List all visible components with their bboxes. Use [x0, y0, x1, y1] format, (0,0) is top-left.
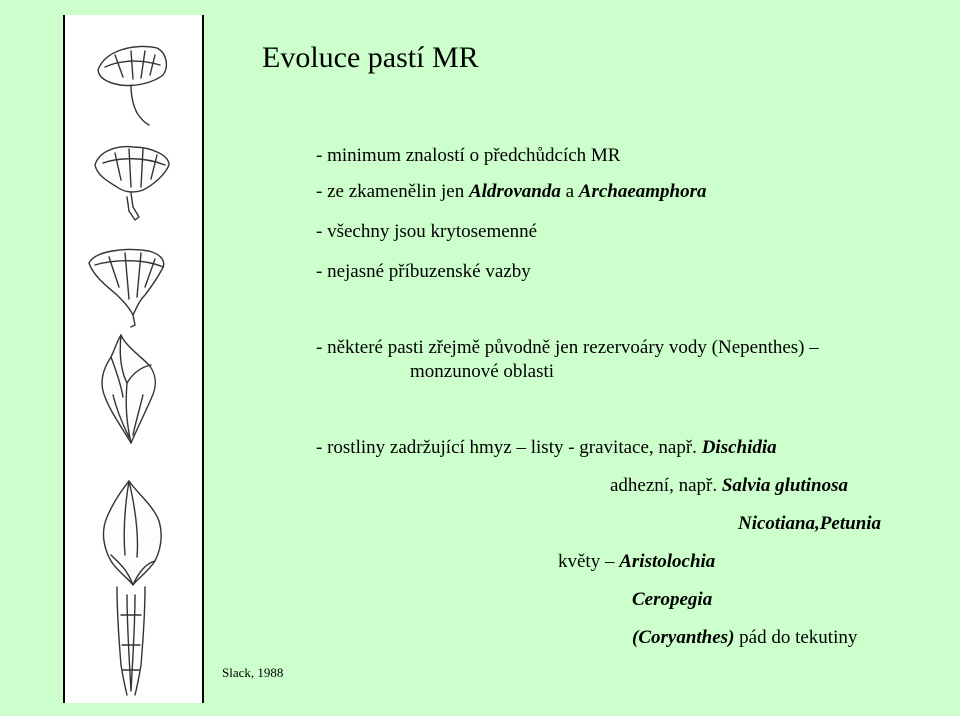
bullet-adhesive — [610, 474, 848, 498]
genus-dischidia: Dischidia — [701, 437, 777, 458]
bullet-flowers — [558, 550, 715, 574]
leaf-stage-2-icon — [95, 147, 169, 220]
bullet-insect-retaining — [316, 436, 777, 460]
bullet-relations: - nejasné příbuzenské vazby — [316, 261, 531, 282]
genus-archaeamphora: Archaeamphora — [578, 181, 707, 202]
bullet-coryanthes-text: pád do tekutiny — [734, 627, 858, 648]
genus-salvia: Salvia glutinosa — [721, 475, 849, 496]
genus-aldrovanda: Aldrovanda — [468, 181, 561, 202]
bullet-fossils — [316, 180, 707, 204]
bullet-insect-text: - rostliny zadržující hmyz – listy - gravitace, např. — [316, 437, 702, 458]
genus-ceropegia: Ceropegia — [632, 589, 713, 610]
bullet-flowers-text: květy – — [558, 551, 620, 572]
bullet-fossils-text: - ze zkamenělin jen — [316, 181, 469, 202]
figure-credit: Slack, 1988 — [222, 665, 284, 680]
bullet-adhesive-text: adhezní, např. — [610, 475, 722, 496]
genus-nicotiana-petunia: Nicotiana,Petunia — [738, 513, 882, 534]
leaf-stage-5-icon — [104, 481, 162, 695]
pitcher-evolution-drawings — [65, 15, 202, 703]
leaf-stage-4-icon — [102, 335, 155, 443]
figure-panel — [63, 15, 204, 703]
genus-coryanthes: (Coryanthes) — [632, 627, 735, 648]
bullet-water-reservoirs-cont: monzunové oblasti — [410, 361, 555, 382]
leaf-stage-1-icon — [98, 46, 166, 125]
bullet-fossils-conj: a — [560, 181, 579, 202]
bullet-nicotiana — [738, 512, 881, 536]
leaf-stage-3-icon — [89, 250, 164, 328]
slide-title: Evoluce pastí MR — [262, 41, 479, 74]
bullet-angiosperms: - všechny jsou krytosemenné — [316, 221, 538, 242]
genus-aristolochia: Aristolochia — [619, 551, 716, 572]
bullet-ceropegia — [632, 588, 712, 612]
bullet-coryanthes — [632, 626, 857, 650]
bullet-water-reservoirs: - některé pasti zřejmě původně jen rezervoáry vody (Nepenthes) – — [316, 337, 819, 358]
bullet-predecessors: - minimum znalostí o předchůdcích MR — [316, 145, 621, 166]
